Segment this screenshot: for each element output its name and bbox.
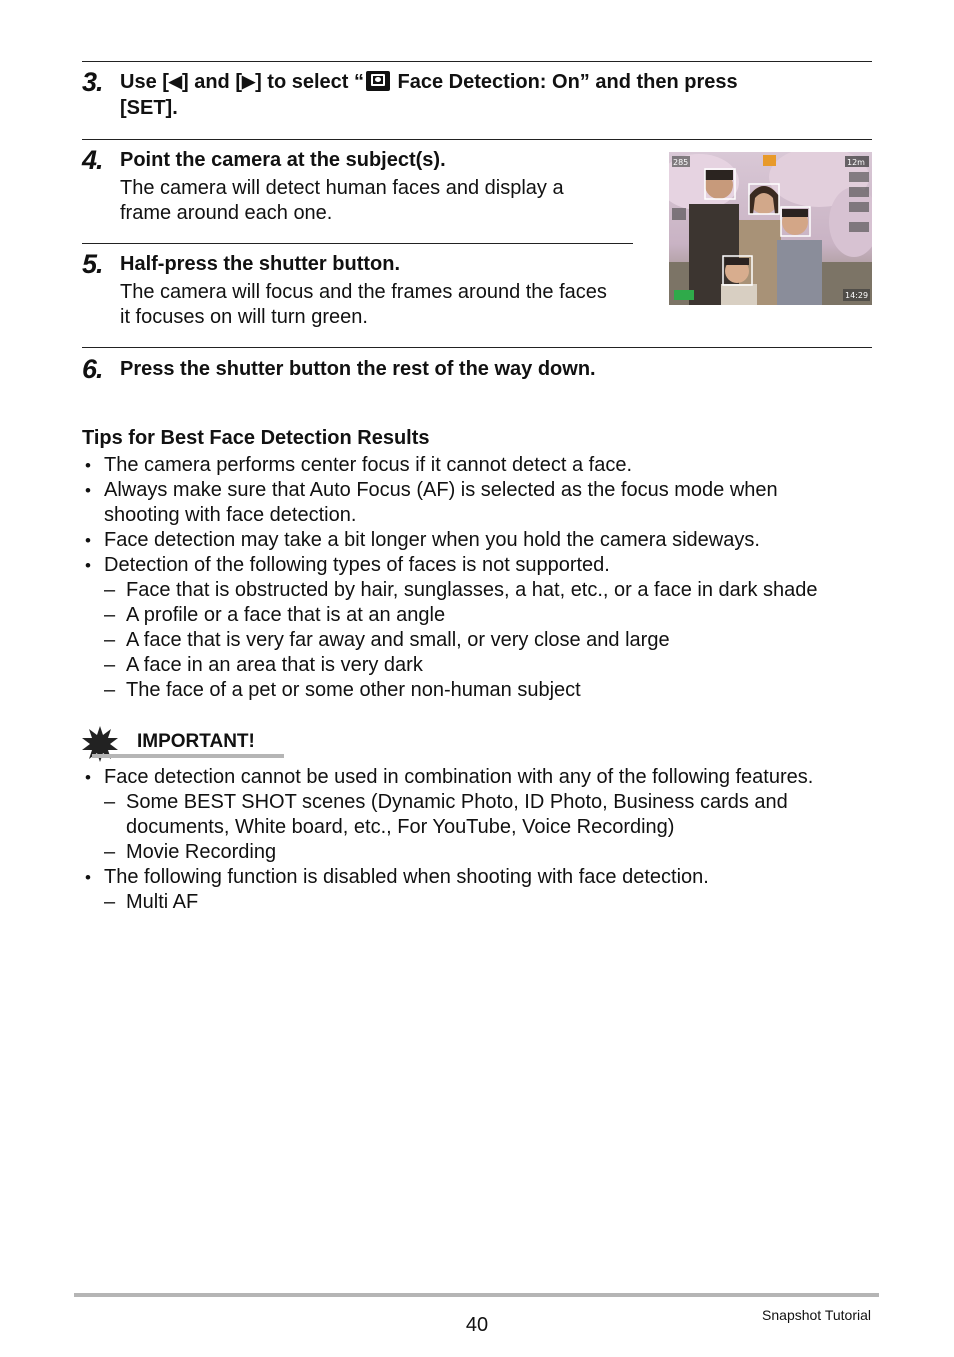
step-3-text-c: ] to select “ xyxy=(255,71,364,93)
tips-heading: Tips for Best Face Detection Results xyxy=(82,427,430,449)
step-3-title xyxy=(120,69,860,121)
tips-list xyxy=(82,453,872,703)
divider xyxy=(82,347,872,348)
sub-list-item-text: Some BEST SHOT scenes (Dynamic Photo, ID Photo, Business cards and xyxy=(126,791,788,813)
sub-list-item: – A face in an area that is very dark xyxy=(82,653,872,678)
list-item-text: shooting with face detection. xyxy=(104,504,357,526)
footer-rule xyxy=(74,1293,879,1297)
step-6-number: 6. xyxy=(82,354,103,384)
svg-text:14:29: 14:29 xyxy=(845,291,869,300)
sub-list-item: – A profile or a face that is at an angle xyxy=(82,603,872,628)
step-6-title: Press the shutter button the rest of the way down. xyxy=(120,358,596,380)
divider xyxy=(82,61,872,62)
section-name: Snapshot Tutorial xyxy=(762,1307,871,1323)
list-item xyxy=(82,478,872,528)
list-item-text: Always make sure that Auto Focus (AF) is selected as the focus mode when xyxy=(104,479,778,501)
step-3-number: 3. xyxy=(82,67,103,97)
right-arrow-icon: ▶ xyxy=(241,72,256,91)
list-item: • The following function is disabled when shooting with face detection. xyxy=(82,865,872,890)
step-5-title: Half-press the shutter button. xyxy=(120,253,401,275)
important-list xyxy=(82,765,872,915)
step-4-body-line: The camera will detect human faces and display a xyxy=(120,177,564,199)
divider xyxy=(82,243,633,244)
step-3-text-d: Face Detection: On” and then press xyxy=(391,71,738,93)
list-item: • The camera performs center focus if it cannot detect a face. xyxy=(82,453,872,478)
step-5-body-line: it focuses on will turn green. xyxy=(120,306,368,328)
important-callout xyxy=(82,726,284,760)
step-4-body-line: frame around each one. xyxy=(120,202,333,224)
left-arrow-icon: ◀ xyxy=(168,72,182,91)
divider xyxy=(82,139,872,140)
page-number: 40 xyxy=(465,1314,489,1336)
sub-list-item: – Movie Recording xyxy=(82,840,872,865)
step-5-body-line: The camera will focus and the frames around the faces xyxy=(120,281,607,303)
sub-list-item xyxy=(82,790,872,840)
sub-list-item: – The face of a pet or some other non-human subject xyxy=(82,678,872,703)
svg-text:285: 285 xyxy=(673,158,689,167)
sub-list-item-text: documents, White board, etc., For YouTube, Voice Recording) xyxy=(126,816,675,838)
face-detection-icon xyxy=(366,71,390,91)
sub-list-item: – A face that is very far away and small, or very close and large xyxy=(82,628,872,653)
sub-list-item: – Face that is obstructed by hair, sunglasses, a hat, etc., or a face in dark shade xyxy=(82,578,872,603)
camera-screen-photo xyxy=(669,152,872,305)
step-5-number: 5. xyxy=(82,249,103,279)
step-3-text-a: Use [ xyxy=(120,71,169,93)
list-item: • Face detection may take a bit longer when you hold the camera sideways. xyxy=(82,528,872,553)
sub-list-item: – Multi AF xyxy=(82,890,872,915)
step-3-text-b: ] and [ xyxy=(181,71,242,93)
svg-text:12m: 12m xyxy=(847,158,865,167)
step-4-body xyxy=(120,176,640,226)
step-3-text-e: [SET]. xyxy=(120,97,178,119)
important-underline xyxy=(92,754,284,758)
step-4-number: 4. xyxy=(82,145,103,175)
list-item: • Detection of the following types of faces is not supported. xyxy=(82,553,872,578)
list-item: • Face detection cannot be used in combination with any of the following features. xyxy=(82,765,872,790)
step-5-body xyxy=(120,280,650,330)
important-label: IMPORTANT! xyxy=(137,731,255,752)
step-4-title: Point the camera at the subject(s). xyxy=(120,149,446,171)
